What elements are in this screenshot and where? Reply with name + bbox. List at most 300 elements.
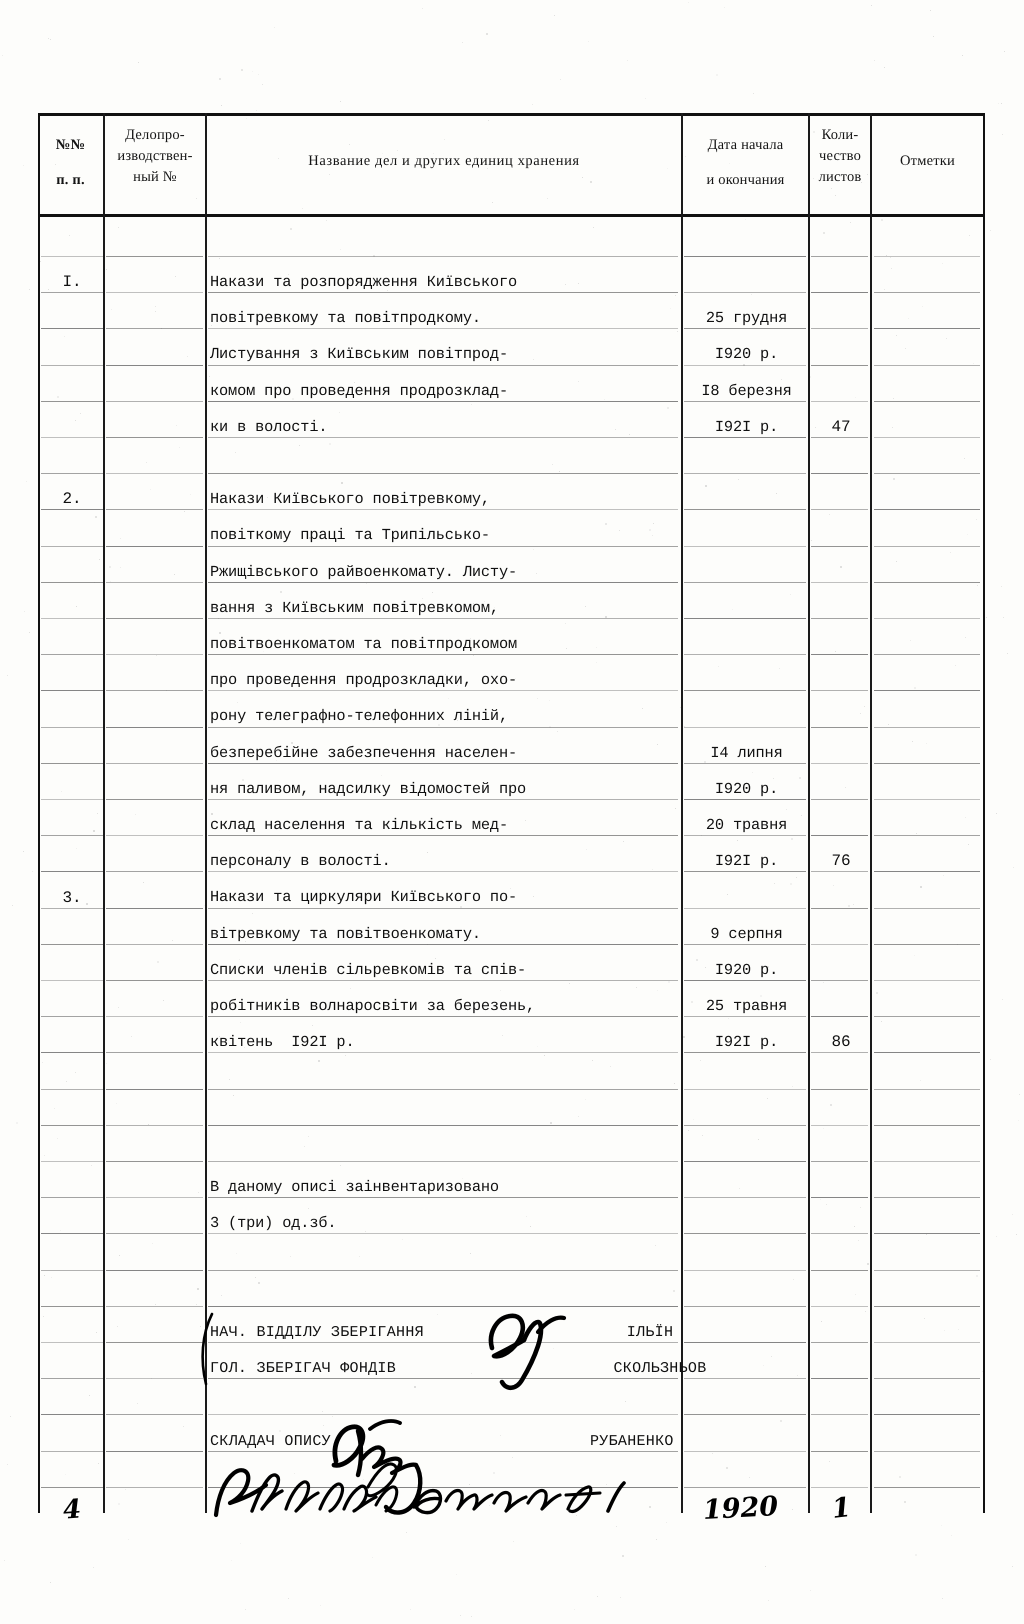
- rule-segment: [811, 1052, 868, 1053]
- rule-segment: [874, 871, 980, 872]
- rule-segment: [684, 690, 806, 691]
- rule-segment: [106, 1270, 203, 1271]
- rule-segment: [874, 618, 980, 619]
- rule-segment: [874, 908, 980, 909]
- rule-segment: [106, 1342, 203, 1343]
- rule-segment: [684, 1125, 806, 1126]
- summary-line: В даному описі заінвентаризовано: [210, 1177, 499, 1196]
- rule-line: [38, 473, 985, 474]
- row-title-line: повітревкому та повітпродкому.: [210, 309, 481, 328]
- signature-name: СКОЛЬЗНЬОВ: [613, 1360, 707, 1378]
- row-title-line: Накази та циркуляри Київського по-: [210, 888, 518, 907]
- scan-speck: [32, 871, 33, 872]
- rule-segment: [811, 1016, 868, 1017]
- rule-segment: [106, 1016, 203, 1017]
- rule-line: [38, 1414, 985, 1415]
- col-sep-sheets: [870, 113, 872, 1513]
- rule-segment: [684, 292, 806, 293]
- signature-role: НАЧ. ВІДДІЛУ ЗБЕРІГАННЯ: [210, 1324, 424, 1341]
- row-title-line: Накази Київського повітревкому,: [210, 490, 490, 509]
- row-number: 3.: [62, 888, 82, 907]
- header-num: №№ п. п.: [55, 137, 86, 189]
- scan-speck: [460, 1615, 461, 1616]
- row-title-line: Ржищівського райвоенкомату. Листу-: [210, 562, 518, 581]
- rule-segment: [874, 1233, 980, 1234]
- rule-segment: [811, 654, 868, 655]
- scan-speck: [48, 38, 49, 39]
- scan-speck: [597, 1596, 598, 1597]
- rule-segment: [684, 1270, 806, 1271]
- rule-segment: [811, 1306, 868, 1307]
- row-title-line: повіткому праці та Трипільсько-: [210, 526, 490, 545]
- handwritten-row-number: 4: [61, 1494, 83, 1526]
- rule-segment: [106, 1161, 203, 1162]
- inventory-table: [38, 113, 985, 1526]
- rule-segment: [684, 1414, 806, 1415]
- rule-segment: [208, 654, 678, 655]
- scan-speck: [288, 1598, 289, 1599]
- rule-segment: [874, 835, 980, 836]
- rule-segment: [41, 1342, 103, 1343]
- rule-segment: [208, 582, 678, 583]
- rule-segment: [41, 1306, 103, 1307]
- scan-speck: [93, 1567, 94, 1568]
- rule-line: [38, 654, 985, 655]
- scan-speck: [990, 230, 991, 231]
- rule-segment: [684, 509, 806, 510]
- header-notes: Отметки: [900, 153, 955, 169]
- scan-speck: [1003, 617, 1004, 618]
- rule-line: [38, 908, 985, 909]
- scan-speck: [765, 1566, 766, 1567]
- scan-speck: [874, 60, 875, 61]
- rule-line: [38, 1016, 985, 1017]
- rule-segment: [684, 1016, 806, 1017]
- rule-segment: [106, 1487, 203, 1488]
- rule-segment: [874, 292, 980, 293]
- handwritten-row-sheets: 1: [830, 1492, 853, 1525]
- scan-speck: [930, 10, 931, 11]
- rule-segment: [874, 1052, 980, 1053]
- table-header-row: [38, 113, 985, 216]
- rule-segment: [811, 546, 868, 547]
- scan-speck: [406, 1532, 407, 1533]
- rule-segment: [41, 1197, 103, 1198]
- rule-segment: [684, 618, 806, 619]
- scan-speck: [996, 1236, 997, 1237]
- rule-segment: [41, 1270, 103, 1271]
- scan-speck: [996, 813, 997, 814]
- scan-speck: [2, 55, 3, 56]
- rule-segment: [41, 1451, 103, 1452]
- table-left-border: [38, 113, 40, 1513]
- row-sheet-count: 86: [831, 1033, 851, 1052]
- scan-speck: [688, 2, 689, 3]
- scan-speck: [1002, 999, 1003, 1000]
- rule-segment: [874, 509, 980, 510]
- rule-segment: [811, 618, 868, 619]
- rule-segment: [41, 1052, 103, 1053]
- rule-line: [38, 256, 985, 257]
- rule-segment: [208, 328, 678, 329]
- scan-speck: [656, 1539, 657, 1540]
- rule-segment: [208, 618, 678, 619]
- row-title-line: ки в волості.: [210, 417, 328, 436]
- rule-segment: [874, 1378, 980, 1379]
- header-sheet-count: Коли- чество листов: [818, 127, 862, 186]
- row-title-line: ня паливом, надсилку відомостей про: [210, 779, 527, 798]
- rule-segment: [208, 727, 678, 728]
- rule-segment: [811, 690, 868, 691]
- rule-segment: [208, 1161, 678, 1162]
- rule-segment: [874, 1342, 980, 1343]
- scan-speck: [513, 1541, 514, 1542]
- rule-segment: [208, 763, 678, 764]
- rule-segment: [874, 1016, 980, 1017]
- rule-segment: [106, 1233, 203, 1234]
- rule-segment: [208, 871, 678, 872]
- scan-speck: [990, 1059, 991, 1060]
- row-date-line: 25 травня: [705, 996, 788, 1015]
- signature-role: ГОЛ. ЗБЕРІГАЧ ФОНДІВ: [210, 1360, 397, 1378]
- rule-segment: [106, 1414, 203, 1415]
- rule-segment: [684, 727, 806, 728]
- scan-speck: [753, 93, 754, 94]
- row-date-line: I920 р.: [714, 960, 779, 979]
- row-date-line: 9 серпня: [710, 924, 783, 943]
- rule-segment: [106, 980, 203, 981]
- rule-segment: [106, 1052, 203, 1053]
- scan-speck: [962, 55, 963, 56]
- rule-line: [38, 690, 985, 691]
- rule-segment: [811, 1451, 868, 1452]
- rule-segment: [106, 944, 203, 945]
- scan-speck: [871, 5, 872, 6]
- scan-speck: [50, 1582, 51, 1583]
- rule-segment: [811, 473, 868, 474]
- row-date-line: 25 грудня: [705, 309, 788, 328]
- scan-speck: [241, 69, 243, 71]
- rule-segment: [208, 908, 678, 909]
- row-title-line: робітників волнаросвіти за березень,: [210, 996, 536, 1015]
- row-title-line: про проведення продрозкладки, охо-: [210, 671, 518, 690]
- rule-line: [38, 401, 985, 402]
- rule-line: [38, 1233, 985, 1234]
- rule-segment: [684, 582, 806, 583]
- rule-line: [38, 365, 985, 366]
- scan-speck: [16, 1122, 18, 1124]
- scan-speck: [256, 110, 257, 111]
- rule-segment: [811, 1197, 868, 1198]
- rule-segment: [106, 546, 203, 547]
- rule-line: [38, 546, 985, 547]
- rule-segment: [811, 1378, 868, 1379]
- scan-speck: [998, 103, 999, 104]
- rule-segment: [106, 908, 203, 909]
- scan-speck: [951, 1535, 952, 1536]
- rule-segment: [874, 401, 980, 402]
- rule-segment: [106, 1451, 203, 1452]
- col-sep-dates: [808, 113, 810, 1513]
- scan-speck: [456, 1574, 457, 1575]
- rule-segment: [811, 799, 868, 800]
- rule-segment: [41, 1016, 103, 1017]
- rule-segment: [811, 582, 868, 583]
- rule-segment: [684, 401, 806, 402]
- rule-segment: [684, 437, 806, 438]
- rule-segment: [684, 1089, 806, 1090]
- rule-segment: [684, 908, 806, 909]
- rule-segment: [811, 509, 868, 510]
- rule-segment: [41, 944, 103, 945]
- row-title-line: рону телеграфно-телефонних ліній,: [210, 707, 508, 726]
- scan-speck: [23, 165, 24, 166]
- scan-speck: [574, 1609, 575, 1610]
- rule-segment: [106, 799, 203, 800]
- row-date-line: 20 травня: [705, 815, 788, 834]
- scan-speck: [4, 1560, 5, 1561]
- rule-segment: [811, 1125, 868, 1126]
- row-title-line: Накази та розпорядження Київського: [210, 272, 518, 291]
- scan-speck: [10, 1416, 11, 1417]
- rule-segment: [684, 256, 806, 257]
- rule-line: [38, 1451, 985, 1452]
- rule-segment: [811, 1161, 868, 1162]
- rule-segment: [106, 365, 203, 366]
- scan-speck: [942, 1598, 943, 1599]
- rule-segment: [41, 437, 103, 438]
- scan-speck: [588, 41, 589, 42]
- rule-segment: [41, 1233, 103, 1234]
- rule-segment: [684, 1451, 806, 1452]
- scan-speck: [252, 71, 253, 72]
- rule-segment: [811, 1342, 868, 1343]
- rule-segment: [208, 1016, 678, 1017]
- rule-segment: [106, 1378, 203, 1379]
- rule-segment: [208, 546, 678, 547]
- rule-segment: [684, 1233, 806, 1234]
- rule-segment: [208, 980, 678, 981]
- scan-speck: [560, 79, 561, 80]
- rule-segment: [41, 582, 103, 583]
- header-office-number: Делопро- изводствен- ный №: [117, 127, 193, 186]
- rule-segment: [41, 727, 103, 728]
- signature-name: ІЛЬЇН: [626, 1324, 674, 1341]
- scan-speck: [7, 1464, 8, 1465]
- rule-segment: [208, 365, 678, 366]
- rule-segment: [41, 690, 103, 691]
- rule-segment: [208, 437, 678, 438]
- rule-segment: [874, 654, 980, 655]
- rule-segment: [684, 1052, 806, 1053]
- rule-segment: [811, 871, 868, 872]
- rule-segment: [874, 365, 980, 366]
- rule-segment: [684, 871, 806, 872]
- scan-speck: [372, 1557, 373, 1558]
- rule-line: [38, 1089, 985, 1090]
- row-title-line: повітвоенкоматом та повітпродкомом: [210, 634, 518, 653]
- scan-speck: [1007, 653, 1008, 654]
- rule-segment: [41, 509, 103, 510]
- rule-segment: [684, 799, 806, 800]
- rule-segment: [208, 799, 678, 800]
- scan-speck: [274, 27, 275, 28]
- scan-speck: [422, 8, 423, 9]
- rule-segment: [41, 1161, 103, 1162]
- header-title: Название дел и других единиц хранения: [308, 153, 580, 169]
- row-date-line: I920 р.: [714, 345, 779, 364]
- scan-speck: [26, 481, 27, 482]
- scan-speck: [1013, 867, 1014, 868]
- rule-segment: [811, 1270, 868, 1271]
- row-number: 2.: [62, 490, 82, 509]
- rule-segment: [41, 763, 103, 764]
- rule-segment: [874, 1125, 980, 1126]
- rule-segment: [811, 437, 868, 438]
- rule-line: [38, 1270, 985, 1271]
- rule-segment: [106, 582, 203, 583]
- rule-segment: [208, 1089, 678, 1090]
- rule-segment: [106, 256, 203, 257]
- scan-speck: [24, 611, 25, 612]
- scan-speck: [219, 78, 221, 80]
- scan-speck: [471, 1616, 472, 1617]
- scan-speck: [724, 7, 725, 8]
- rule-segment: [41, 835, 103, 836]
- rule-segment: [684, 944, 806, 945]
- rule-line: [38, 582, 985, 583]
- rule-segment: [684, 980, 806, 981]
- row-date-line: I92I р.: [714, 417, 779, 436]
- rule-segment: [684, 328, 806, 329]
- rule-segment: [41, 1487, 103, 1488]
- row-title-line: безперебійне забезпечення населен-: [210, 743, 518, 762]
- scan-speck: [627, 60, 628, 61]
- row-sheet-count: 76: [831, 852, 851, 871]
- rule-segment: [811, 401, 868, 402]
- rule-segment: [41, 654, 103, 655]
- row-title-line: вання з Київським повітревкомом,: [210, 598, 499, 617]
- scan-speck: [1002, 134, 1003, 135]
- signature-role: СКЛАДАЧ ОПИСУ: [210, 1432, 331, 1450]
- rule-line: [38, 1197, 985, 1198]
- scan-speck: [462, 42, 463, 43]
- rule-segment: [874, 582, 980, 583]
- rule-segment: [106, 437, 203, 438]
- scan-speck: [1012, 1214, 1013, 1215]
- rule-line: [38, 292, 985, 293]
- rule-segment: [874, 1414, 980, 1415]
- rule-segment: [208, 1233, 678, 1234]
- rule-line: [38, 763, 985, 764]
- rule-segment: [41, 980, 103, 981]
- scan-speck: [532, 104, 533, 105]
- scan-speck: [50, 39, 51, 40]
- rule-segment: [106, 763, 203, 764]
- rule-segment: [874, 1089, 980, 1090]
- rule-segment: [874, 1451, 980, 1452]
- rule-segment: [208, 1052, 678, 1053]
- rule-segment: [684, 365, 806, 366]
- rule-segment: [41, 256, 103, 257]
- rule-segment: [41, 1089, 103, 1090]
- rule-line: [38, 799, 985, 800]
- scan-speck: [258, 74, 259, 75]
- rule-segment: [208, 256, 678, 257]
- scan-speck: [986, 617, 987, 618]
- rule-segment: [41, 1125, 103, 1126]
- row-date-line: I4 липня: [710, 743, 783, 762]
- rule-segment: [874, 1487, 980, 1488]
- scan-speck: [29, 632, 30, 633]
- rule-segment: [874, 763, 980, 764]
- col-sep-title: [681, 113, 683, 1513]
- rule-segment: [41, 401, 103, 402]
- scan-speck: [941, 1525, 942, 1526]
- rule-segment: [811, 763, 868, 764]
- rule-line: [38, 727, 985, 728]
- scan-speck: [645, 98, 646, 99]
- rule-line: [38, 618, 985, 619]
- rule-segment: [874, 690, 980, 691]
- rule-segment: [874, 1161, 980, 1162]
- row-title-line: квітень I92I р.: [210, 1033, 355, 1052]
- scan-speck: [320, 1605, 321, 1606]
- rule-segment: [106, 690, 203, 691]
- scan-speck: [7, 675, 8, 676]
- scan-speck: [1016, 1234, 1017, 1235]
- row-date-line: I920 р.: [714, 779, 779, 798]
- rule-segment: [811, 1089, 868, 1090]
- row-title-line: комом про проведення продрозклад-: [210, 381, 508, 400]
- rule-line: [38, 871, 985, 872]
- scan-speck: [221, 105, 222, 106]
- rule-line: [38, 944, 985, 945]
- scan-speck: [23, 851, 24, 852]
- row-title-line: Списки членів сільревкомів та спів-: [210, 960, 527, 979]
- scan-speck: [1012, 1566, 1013, 1567]
- row-number: I.: [62, 273, 82, 292]
- rule-segment: [874, 1270, 980, 1271]
- rule-segment: [874, 799, 980, 800]
- rule-line: [38, 509, 985, 510]
- scan-speck: [486, 33, 488, 35]
- row-title-line: вітревкому та повітвоенкомату.: [210, 924, 481, 943]
- rule-segment: [811, 1233, 868, 1234]
- scan-speck: [554, 15, 555, 16]
- rule-segment: [684, 1378, 806, 1379]
- rule-segment: [874, 1197, 980, 1198]
- rule-segment: [41, 546, 103, 547]
- table-right-border: [983, 113, 985, 1513]
- rule-line: [38, 1125, 985, 1126]
- rule-line: [38, 328, 985, 329]
- scan-speck: [245, 1609, 246, 1610]
- rule-line: [38, 980, 985, 981]
- row-date-line: I92I р.: [714, 1033, 779, 1052]
- rule-segment: [106, 1197, 203, 1198]
- row-sheet-count: 47: [831, 418, 851, 436]
- rule-segment: [106, 292, 203, 293]
- scan-speck: [128, 1539, 129, 1540]
- rule-segment: [41, 618, 103, 619]
- rule-segment: [208, 401, 678, 402]
- rule-segment: [208, 473, 678, 474]
- rule-segment: [208, 835, 678, 836]
- rule-segment: [106, 1306, 203, 1307]
- rule-segment: [811, 1487, 868, 1488]
- rule-segment: [41, 328, 103, 329]
